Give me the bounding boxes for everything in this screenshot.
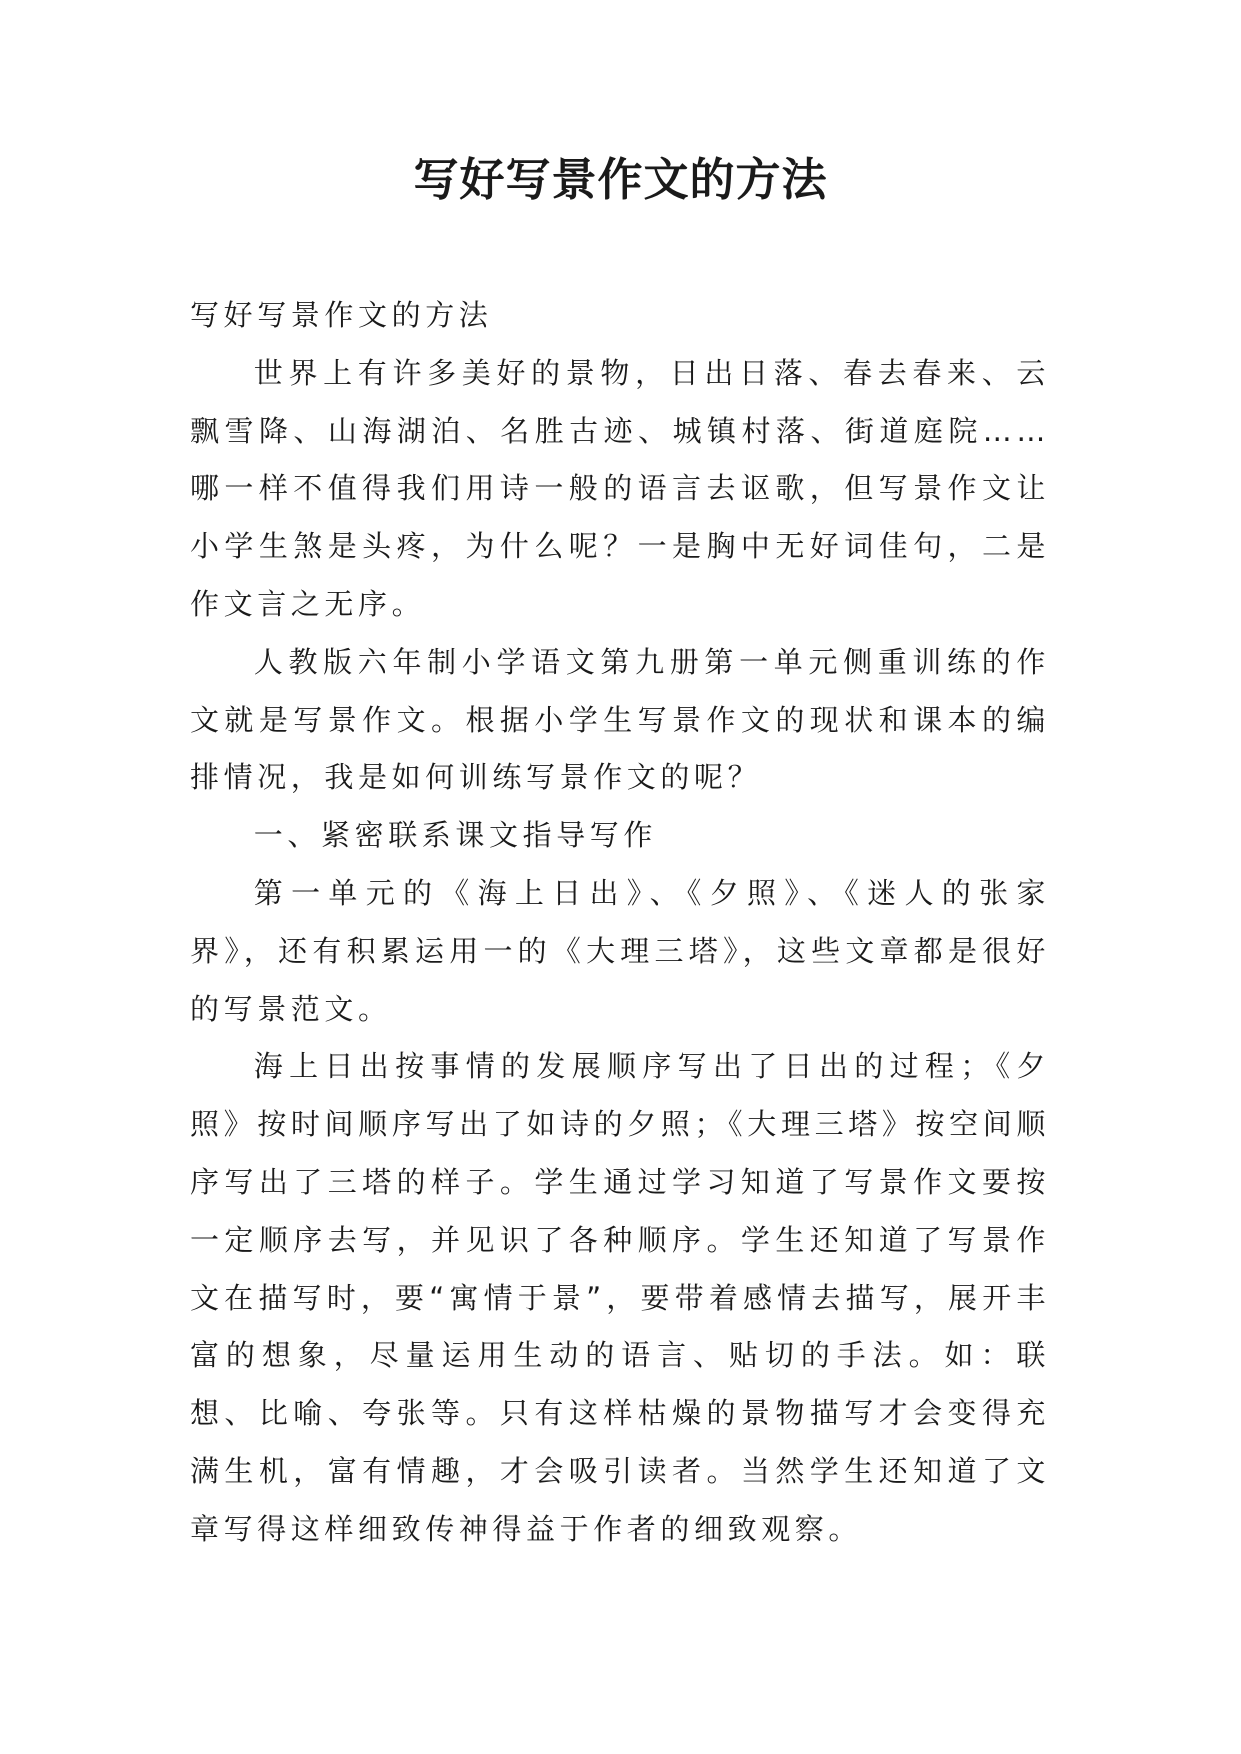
document-body	[190, 287, 1050, 1559]
section-heading: 一、紧密联系课文指导写作	[253, 818, 657, 853]
body-paragraph: 海上日出按事情的发展顺序写出了日出的过程；《夕照》按时间顺序写出了如诗的夕照；《大理三塔》按空间顺序写出了三塔的样子。学生通过学习知道了写景作文要按一定顺序去写，并见识了各种顺序。学生还知道了写景作文在描写时，要“寓情于景”，要带着感情去描写，展开丰富的想象，尽量运用生动的语言、贴切的手法。如：联想、比喻、夸张等。只有这样枯燥的景物描写才会变得充满生机，富有情趣，才会吸引读者。当然学生还知道了文章写得这样细致传神得益于作者的细致观察。	[190, 1049, 1050, 1546]
body-paragraph: 人教版六年制小学语文第九册第一单元侧重训练的作文就是写景作文。根据小学生写景作文的现状和课本的编排情况，我是如何训练写景作文的呢？	[190, 644, 1050, 795]
subtitle-paragraph: 写好写景作文的方法	[190, 298, 493, 332]
body-paragraph: 世界上有许多美好的景物，日出日落、春去春来、云飘雪降、山海湖泊、名胜古迹、城镇村落、街道庭院……哪一样不值得我们用诗一般的语言去讴歌，但写景作文让小学生煞是头疼，为什么呢？一是胸中无好词佳句，二是作文言之无序。	[190, 355, 1050, 621]
body-paragraph: 第一单元的《海上日出》、《夕照》、《迷人的张家界》，还有积累运用一的《大理三塔》，这些文章都是很好的写景范文。	[190, 875, 1050, 1026]
document-title: 写好写景作文的方法	[413, 153, 828, 206]
